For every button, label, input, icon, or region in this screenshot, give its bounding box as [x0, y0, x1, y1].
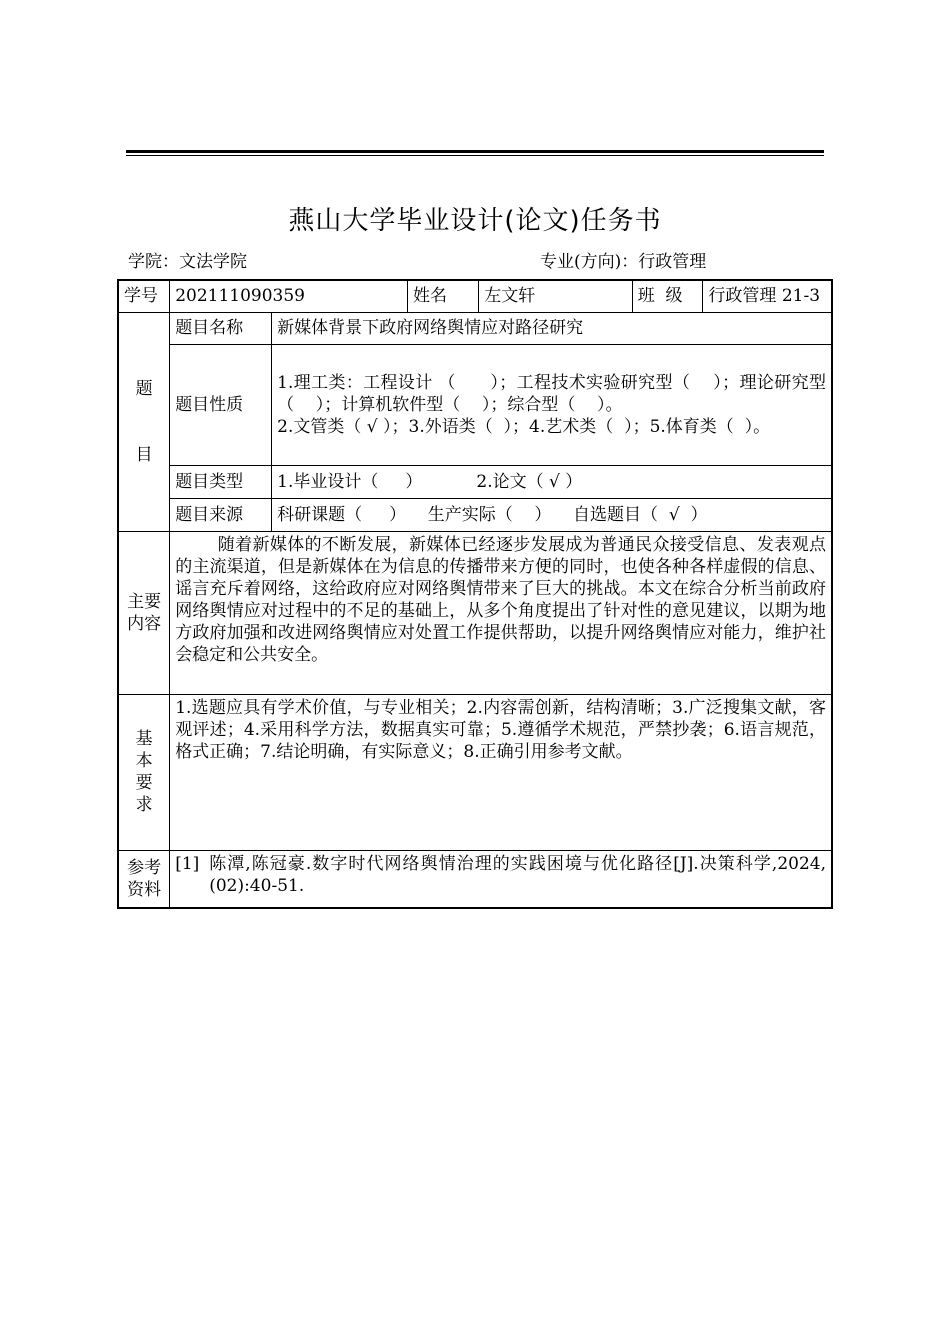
topic-source-label: 题目来源 [170, 498, 272, 531]
requirements-label-char-2: 本 [135, 751, 153, 771]
requirements-label [118, 694, 170, 850]
header-rule-thick [126, 150, 824, 153]
topic-label-char-1: 题 [135, 378, 153, 399]
topic-name-value: 新媒体背景下政府网络舆情应对路径研究 [272, 312, 832, 344]
college-line [128, 247, 247, 272]
main-content-row [118, 531, 832, 694]
topic-type-row [118, 465, 832, 498]
topic-section-label [118, 312, 170, 531]
main-content-label-1: 主要 [127, 591, 162, 612]
main-content-label [118, 531, 170, 694]
student-info-row [118, 280, 832, 312]
college-value: 文法学院 [179, 252, 247, 272]
student-name-label: 姓名 [407, 280, 478, 312]
references-row [118, 850, 832, 908]
topic-source-row [118, 498, 832, 531]
references-label-2: 资料 [127, 879, 162, 900]
requirements-text: 1.选题应具有学术价值，与专业相关；2.内容需创新，结构清晰；3.广泛搜集文献，客观评述；4.采用科学方法，数据真实可靠；5.遵循学术规范，严禁抄袭；6.语言规范，格式正确；7.结论明确，有实际意义；8.正确引用参考文献。 [170, 694, 832, 850]
topic-name-label: 题目名称 [170, 312, 272, 344]
requirements-label-char-1: 基 [135, 729, 153, 749]
major-line [540, 247, 706, 272]
header-rule-thin [126, 155, 824, 156]
topic-nature-line-1: 1.理工类：工程设计 （ ）；工程技术实验研究型（ ）；理论研究型（ ）；计算机软件型（ ）；综合型（ ）。 [277, 372, 826, 415]
reference-number: [1] [175, 853, 200, 874]
document-title: 燕山大学毕业设计(论文)任务书 [288, 206, 662, 236]
topic-nature-row [118, 344, 832, 465]
requirements-row [118, 694, 832, 850]
student-id-label: 学号 [118, 280, 170, 312]
topic-type-value: 1.毕业设计（ ） 2.论文（ √ ） [272, 465, 832, 498]
reference-item [175, 853, 826, 897]
task-form-table [117, 279, 833, 909]
college-label: 学院： [128, 252, 179, 272]
topic-nature-value [272, 344, 832, 465]
references-list [170, 850, 832, 908]
topic-nature-label: 题目性质 [170, 344, 272, 465]
topic-source-value: 科研课题（ ） 生产实际（ ） 自选题目（ √ ） [272, 498, 832, 531]
main-content-label-2: 内容 [127, 613, 162, 634]
major-value: 行政管理 [638, 252, 707, 272]
student-class-label: 班 级 [632, 280, 703, 312]
topic-type-label: 题目类型 [170, 465, 272, 498]
references-label-1: 参考 [127, 857, 162, 878]
student-id-value: 202111090359 [170, 280, 408, 312]
topic-label-char-2: 目 [135, 444, 153, 465]
student-name-value: 左文轩 [479, 280, 633, 312]
major-label: 专业(方向)： [540, 252, 639, 272]
references-label [118, 850, 170, 908]
topic-nature-line-2: 2.文管类（ √ ）；3.外语类（ ）；4.艺术类（ ）；5.体育类（ ）。 [277, 416, 771, 437]
main-content-text: 随着新媒体的不断发展，新媒体已经逐步发展成为普通民众接受信息、发表观点的主流渠道，但是新媒体在为信息的传播带来方便的同时，也使各种各样虚假的信息、谣言充斥着网络，这给政府应对网络舆情带来了巨大的挑战。本文在综合分析当前政府网络舆情应对过程中的不足的基础上，从多个角度提出了针对性的意见建议，以期为地方政府加强和改进网络舆情应对处置工作提供帮助，以提升网络舆情应对能力，维护社会稳定和公共安全。 [170, 531, 832, 694]
topic-label-spacer [124, 400, 164, 444]
requirements-label-char-4: 求 [135, 795, 153, 815]
requirements-label-char-3: 要 [135, 773, 153, 793]
reference-text: 陈潭,陈冠豪.数字时代网络舆情治理的实践困境与优化路径[J].决策科学,2024,(02):40-51. [209, 853, 826, 896]
student-class-value: 行政管理 21-3 [703, 280, 832, 312]
topic-name-row [118, 312, 832, 344]
